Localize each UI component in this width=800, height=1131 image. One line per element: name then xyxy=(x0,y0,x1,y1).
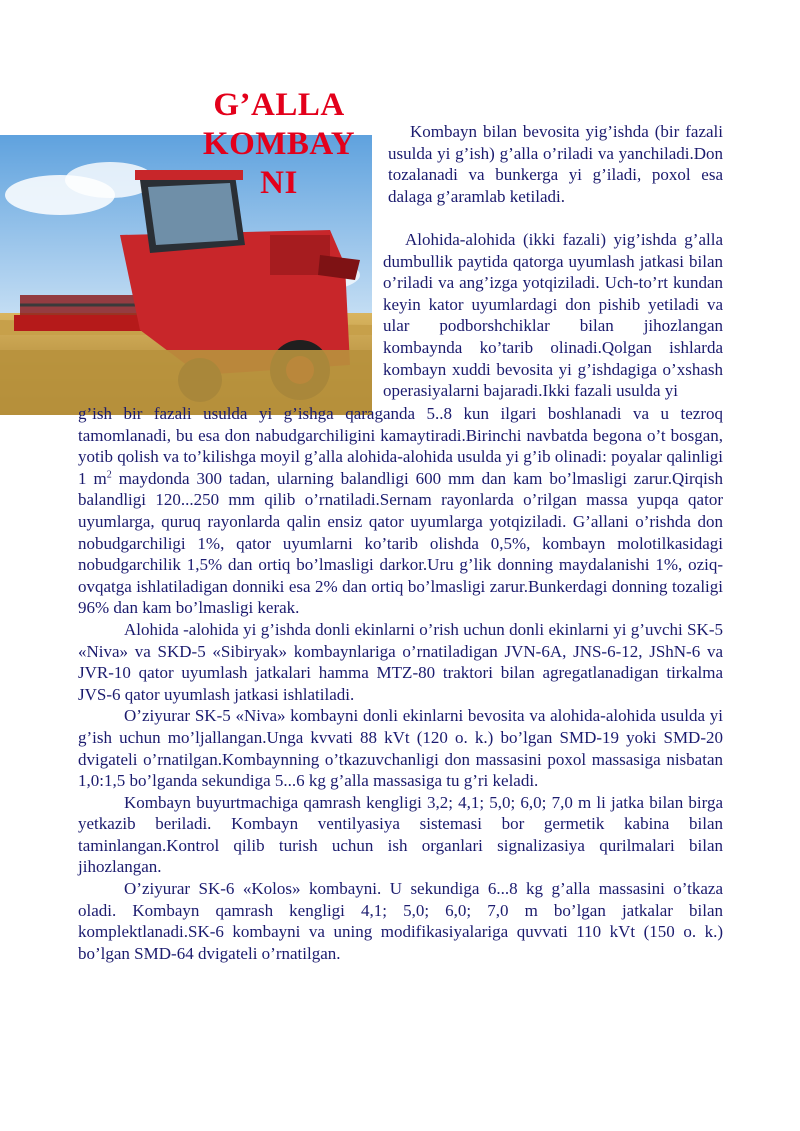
text-two-phase-cont-b: maydonda 300 tadan, ularning balandligi 600 mm dan kam bo’lmasligi zarur.Qirqish balandligi 120...250 mm qilib o’rnatiladi.Sernam rayonlarda o’rilgan massa yupqa qator uyumlarga, quruq rayonlarda qalin ensiz qator uyumlarga yotqiziladi. G’allani o’rishda don nobudgarchiligi 1%, qator uyumlarni ko’tarib olishda 0,5%, kombayn molotilkasidagi nobudgarchilik 1,5% dan ortiq bo’lmasligi darkor.Uru g’lik donning maydalanishi 1%, oziq-ovqatga ishlatiladigan donniki esa 2% dan ortiq bo’lmasligi zarur.Bunkerdagi donning tozaligi 96% dan kam bo’lmasligi kerak. xyxy=(78,468,723,618)
page-title xyxy=(190,86,368,203)
paragraph-sk5-niva: O’ziyurar SK-5 «Niva» kombayni donli ekinlarni bevosita va alohida-alohida usulda yi g’ish uchun mo’ljallangan.Unga kvvati 88 kVt (120 o. k.) bo’lgan SMD-19 yoki SMD-20 dvigateli o’rnatilgan.Kombaynning o’tkazuvchanligi don massasini poxol massasiga nisbatan 1,0:1,5 bo’lganda sekundiga 5...6 kg g’alla massasiga tu g’ri keladi. xyxy=(78,706,723,791)
paragraph-sk6-kolos: O’ziyurar SK-6 «Kolos» kombayni. U sekundiga 6...8 kg g’alla massasini o’tkaza oladi. Kombayn qamrash kengligi 4,1; 5,0; 6,0; 7,0 m bo’lgan jatkalar bilan komplektlanadi.SK-6 kombayni va uning modifikasiyalariga quvvati 110 kVt (150 o. k.) bo’lgan SMD-64 dvigateli o’rnatilgan. xyxy=(78,879,723,963)
paragraph-two-phase-continued xyxy=(78,403,723,619)
title-line-3: NI xyxy=(260,165,298,201)
paragraph-windrowers: Alohida -alohida yi g’ishda donli ekinlarni o’rish uchun donli ekinlarni yi g’uvchi SK-5 «Niva» va SKD-5 «Sibiryak» kombaynlariga o’rnatiladigan JVN-6A, JNS-6-12, JShN-6 va JVR-10 qator uyumlash jatkalari hamma MTZ-80 traktori bilan agregatlanadigan tirkalma JVS-6 qator uyumlash jatkasi ishlatiladi. xyxy=(78,619,723,704)
paragraph-direct-harvesting: Kombayn bilan bevosita yig’ishda (bir fazali usulda yi g’ish) g’alla o’riladi va yanchiladi.Don tozalanadi va bunkerga yi g’iladi, poxol esa dalaga g’aramlab ketiladi. xyxy=(388,122,723,206)
two-phase-paragraph xyxy=(383,229,723,402)
main-body-text xyxy=(78,403,723,964)
intro-paragraph xyxy=(388,121,723,207)
text-two-phase-cont-a: g’ish bir fazali usulda yi g’ishga qaraganda 5..8 kun ilgari boshlanadi va u tezroq tamomlanadi, bu esa don nabudgarchiligini kamaytiradi.Birinchi navbatda begona o’t bosgan, yotib qolish va to’kilishga moyil g’alla alohida-alohida usulda yi g’ib olinadi: poyalar qalinligi 1 m xyxy=(78,404,723,488)
paragraph-header-widths: Kombayn buyurtmachiga qamrash kengligi 3,2; 4,1; 5,0; 6,0; 7,0 m li jatka bilan birga yetkazib beriladi. Kombayn ventilyasiya sistemasi bor germetik kabina bilan taminlangan.Kontrol qilib turish uchun ish organlari signalizasiya qurilmalari bilan jihozlangan. xyxy=(78,792,723,877)
title-line-1: G’ALLA xyxy=(213,87,345,123)
paragraph-two-phase-harvesting: Alohida-alohida (ikki fazali) yig’ishda g’alla dumbullik paytida qatorga uyumlash jatkasi bilan o’riladi va ang’izga yotqiziladi. Uch-to’rt kundan keyin kator uyumlardagi don pishib yetiladi va ular podborshchiklar bilan jihozlangan kombaynda ko’tarib olinadi.Qolgan ishlarda kombayn xuddi bevosita yi g’ishdagiga o’xshash operasiyalarni bajaradi.Ikki fazali usulda yi xyxy=(383,230,723,401)
title-line-2: KOMBAY xyxy=(202,126,356,162)
superscript-square: 2 xyxy=(106,469,112,481)
